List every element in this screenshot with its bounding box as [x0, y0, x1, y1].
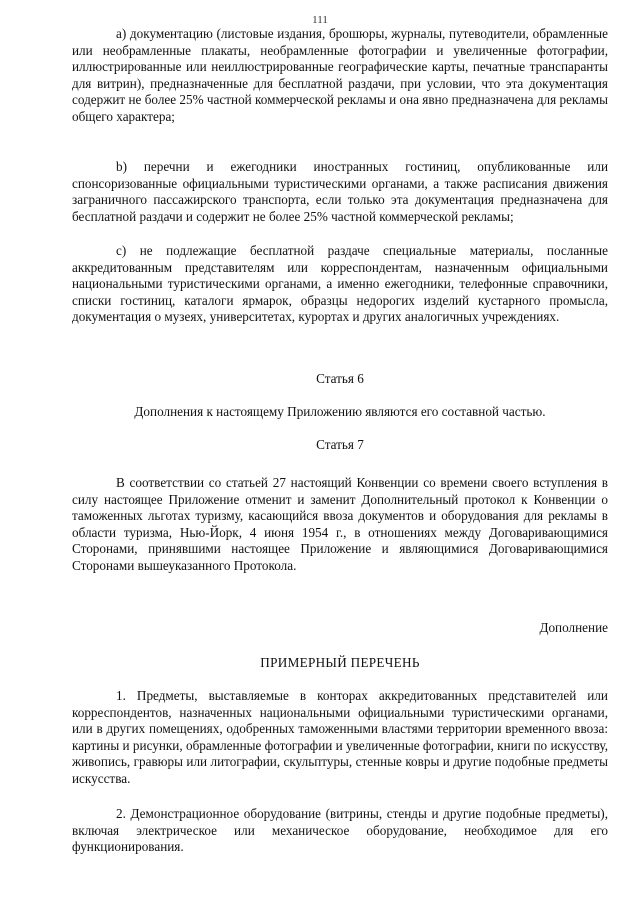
list-item-2: 2. Демонстрационное оборудование (витрины, стенды и другие подобные предметы), включая электрическое или механическое оборудование, необходимое для его функционирования.	[72, 806, 608, 855]
supplement-heading: ПРИМЕРНЫЙ ПЕРЕЧЕНЬ	[260, 655, 420, 670]
article-6-text: Дополнения к настоящему Приложению являются его составной частью.	[134, 404, 546, 419]
paragraph-b: b) перечни и ежегодники иностранных гостиниц, опубликованные или спонсоризованные официальными туристическими органами, а также расписания движения заграничного пассажирского транспорта, если только эта документация предназначена для бесплатной раздачи и содержит не более 25% частной коммерческой рекламы;	[72, 159, 608, 224]
supplement-label: Дополнение	[539, 620, 608, 635]
article-7-title: Статья 7	[316, 437, 364, 452]
article-6-title: Статья 6	[316, 371, 364, 386]
paragraph-c: c) не подлежащие бесплатной раздаче специальные материалы, посланные аккредитованным представителям или корреспондентам, назначенным официальными национальными туристическими органами, а именно ежегодники, телефонные справочники, списки гостиниц, каталоги ярмарок, образцы недорогих изделий кустарного промысла, документация о музеях, университетах, курортах и других аналогичных учреждениях.	[72, 243, 608, 325]
article-7-text: В соответствии со статьей 27 настоящий Конвенции со времени своего вступления в силу настоящее Приложение отменит и заменит Дополнительный протокол к Конвенции о таможенных льготах туризму, касающийся ввоза документов и оборудования для рекламы в области туризма, Нью-Йорк, 4 июня 1954 г., в отношениях между Договаривающимися Сторонами, принявшими настоящее Приложение и являющимися Договаривающимися Сторонами вышеуказанного Протокола.	[72, 475, 608, 573]
list-item-1: 1. Предметы, выставляемые в конторах аккредитованных представителей или корреспондентов, назначенных национальными официальными туристическими органами, или в других помещениях, одобренных таможенными властями территории временного ввоза: картины и рисунки, обрамленные фотографии и увеличенные фотографии, книги по искусству, живопись, гравюры или литографии, скульптуры, стенные ковры и другие подобные предметы искусства.	[72, 688, 608, 786]
page-number: 111	[312, 14, 328, 26]
paragraph-a: a) документацию (листовые издания, брошюры, журналы, путеводители, обрамленные или необрамленные плакаты, необрамленные фотографии и увеличенные фотографии, иллюстрированные или неиллюстрированные географические карты, печатные транспаранты для витрин), предназначенные для бесплатной раздачи, при условии, что эта документация содержит не более 25% частной коммерческой рекламы и она явно предназначена для рекламы общего характера;	[72, 26, 608, 124]
